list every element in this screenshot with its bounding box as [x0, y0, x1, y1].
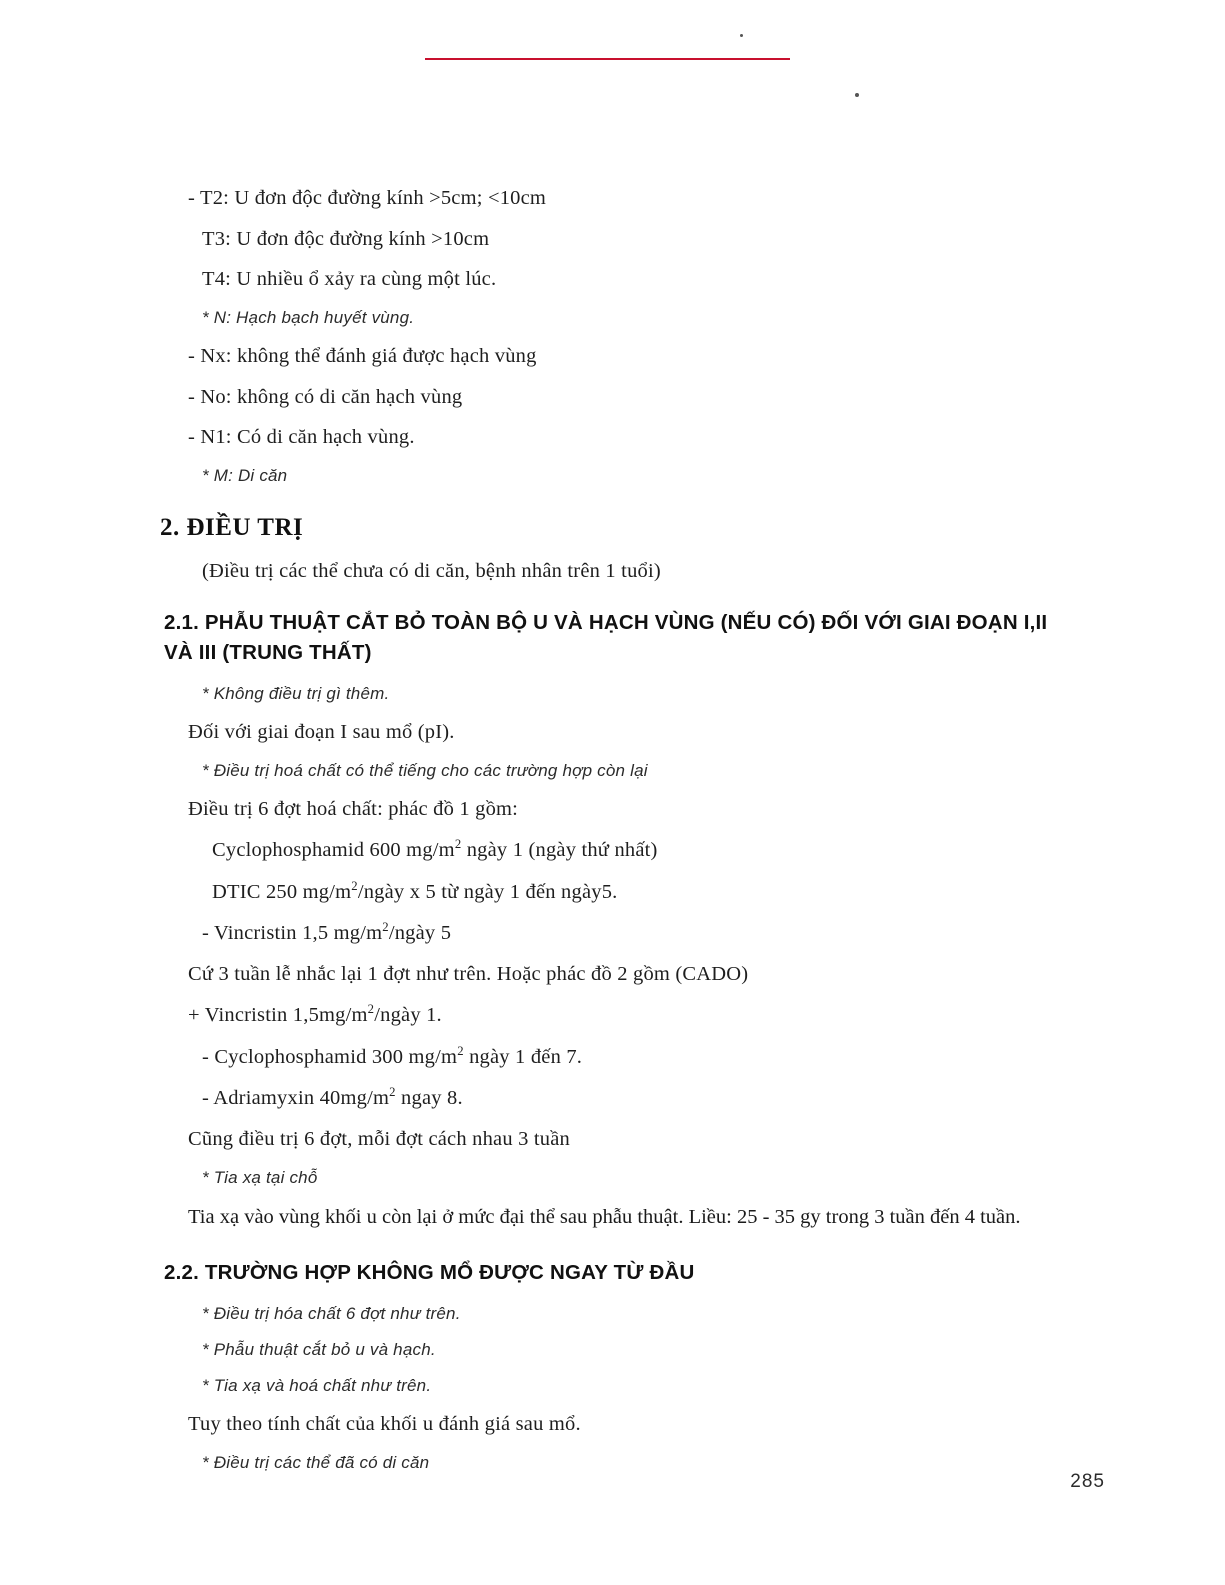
drug-line-adriamyxin-40: - Adriamyxin $40mg/m^2$ ngay 8. [202, 1085, 463, 1110]
section-2-heading: 2. ĐIỀU TRỊ [160, 513, 304, 541]
drug-line-cyclophosphamid-600: Cyclophosphamid 600 $mg/m^2$ ngày 1 (ngày thứ nhất) [212, 837, 658, 862]
treatment-line-six-cycles: Cũng điều trị 6 đợt, mỗi đợt cách nhau 3 tuần [188, 1127, 570, 1150]
section-2-intro: (Điều trị các thể chưa có di căn, bệnh nhân trên 1 tuổi) [202, 559, 661, 582]
staging-line-m: * M: Di căn [202, 465, 288, 485]
page-number: 285 [1070, 1471, 1105, 1492]
section-2-1-heading: 2.1. PHẪU THUẬT CẮT BỎ TOÀN BỘ U VÀ HẠCH VÙNG (NẾU CÓ) ĐỐI VỚI GIAI ĐOẠN I,II VÀ III (TRUNG THẤT) [164, 610, 1048, 665]
line-chemo-6-cycles: * Điều trị hóa chất 6 đợt như trên. [202, 1304, 461, 1324]
line-surgery-resect: * Phẫu thuật cắt bỏ u và hạch. [202, 1339, 436, 1359]
treatment-line-regimen-1-header: Điều trị 6 đợt hoá chất: phác đồ 1 gồm: [188, 797, 519, 820]
scan-artifact-dot-top [740, 34, 743, 37]
staging-line-no: - No: không có di căn hạch vùng [188, 385, 463, 408]
section-2-2-heading: 2.2. TRƯỜNG HỢP KHÔNG MỔ ĐƯỢC NGAY TỪ ĐẦU [164, 1261, 695, 1285]
drug-line-vincristin-cado: + Vincristin $1,5mg/m^2$/ngày 1. [188, 1002, 442, 1027]
section-2-2-body [150, 1303, 1080, 1474]
page-content [150, 185, 1080, 1487]
staging-line-n1: - N1: Có di căn hạch vùng. [188, 426, 415, 449]
staging-line-n-header: * N: Hạch bạch huyết vùng. [202, 308, 415, 328]
staging-line-nx: - Nx: không thể đánh giá được hạch vùng [188, 344, 537, 367]
staging-line-t2: - T2: U đơn độc đường kính >5cm; <10cm [188, 187, 547, 209]
line-radiation-chemo: * Tia xạ và hoá chất như trên. [202, 1375, 432, 1395]
line-metastatic-treatment: * Điều trị các thể đã có di căn [202, 1452, 430, 1472]
treatment-line-no-extra: * Không điều trị gì thêm. [202, 684, 390, 704]
line-depends-on-tumor: Tuy theo tính chất của khối u đánh giá sau mổ. [188, 1412, 581, 1435]
section-2-1-closing-paragraph: Tia xạ vào vùng khối u còn lại ở mức đại thể sau phẫu thuật. Liều: 25 - 35 gy trong 3 tuần đến 4 tuần. [188, 1205, 1021, 1228]
staging-line-t4: T4: U nhiều ổ xảy ra cùng một lúc. [202, 268, 497, 291]
treatment-line-stage-1: Đối với giai đoạn I sau mổ (pI). [188, 721, 455, 744]
drug-line-cyclophosphamid-300: - Cyclophosphamid 300 $mg/m^2$ ngày 1 đến 7. [202, 1043, 583, 1068]
section-2-1-body [150, 683, 1080, 1232]
treatment-line-repeat-cado: Cứ 3 tuần lễ nhắc lại 1 đợt như trên. Hoặc phác đồ 2 gồm (CADO) [188, 962, 749, 985]
treatment-line-chemo-note: * Điều trị hoá chất có thể tiếng cho các trường hợp còn lại [202, 760, 648, 780]
drug-line-dtic-250: DTIC 250 $mg/m^2$/ngày x 5 từ ngày 1 đến ngày5. [212, 878, 618, 903]
staging-line-t3: T3: U đơn độc đường kính >10cm [202, 227, 490, 250]
staging-list [150, 185, 1080, 488]
treatment-line-local-radiation: * Tia xạ tại chỗ [202, 1167, 318, 1187]
red-header-rule [425, 58, 790, 60]
scan-artifact-dot-right [855, 93, 859, 97]
drug-line-vincristin-1-5: - Vincristin 1,5 $mg/m^2$/ngày 5 [202, 920, 452, 945]
